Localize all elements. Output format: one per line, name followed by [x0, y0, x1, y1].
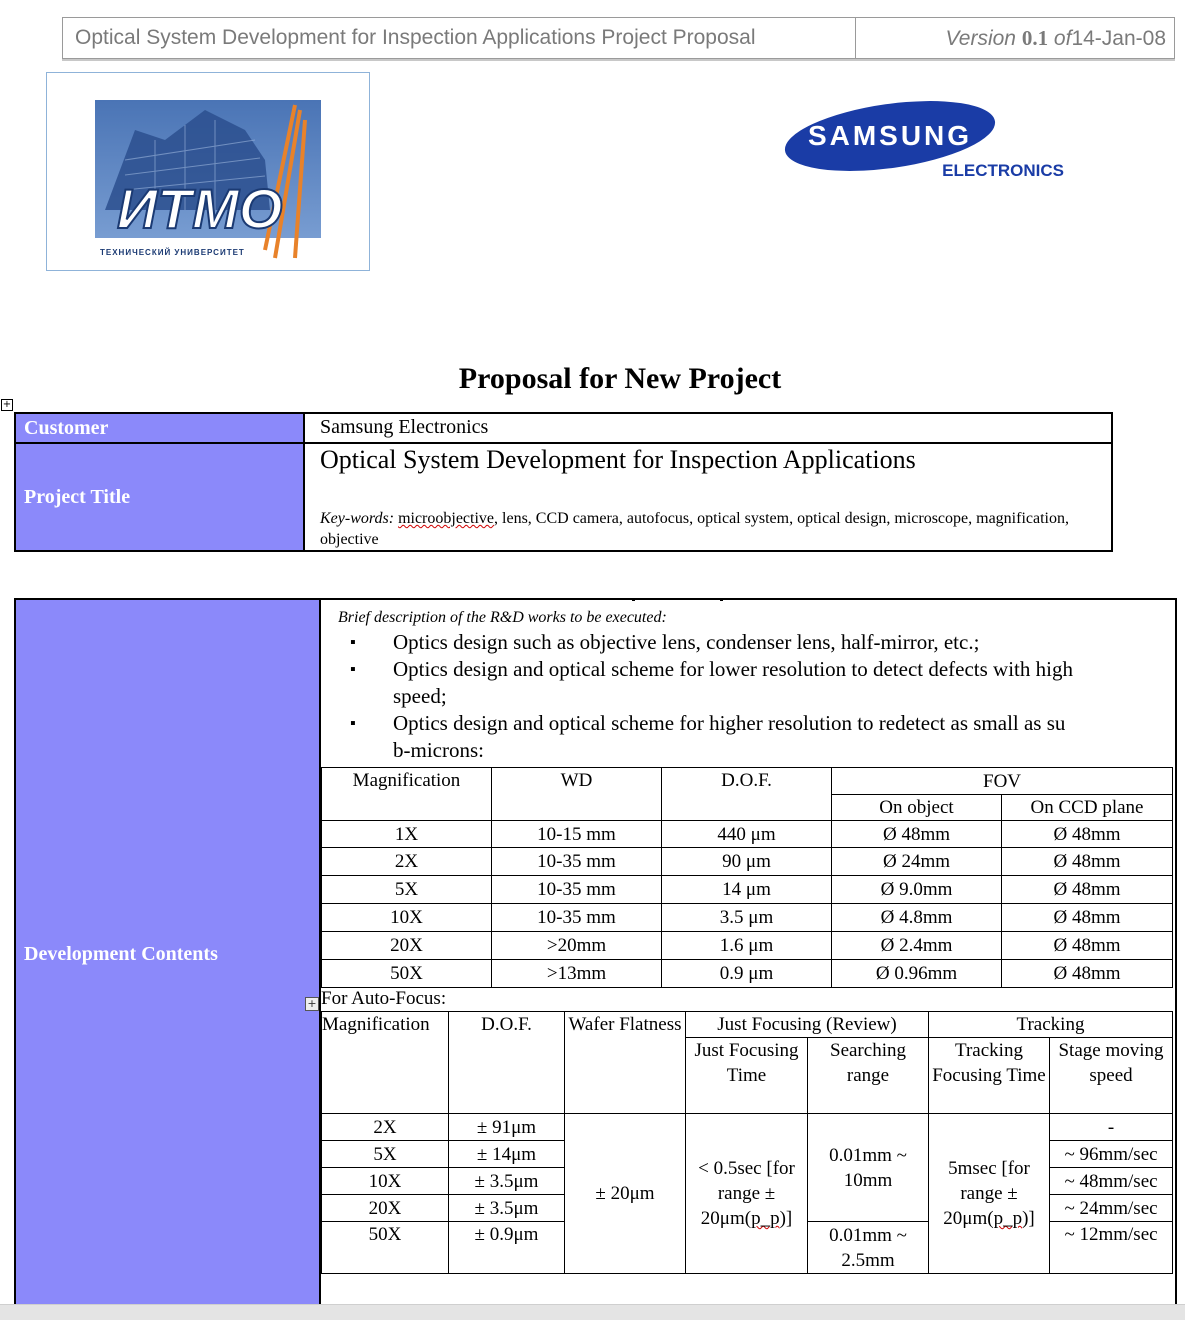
row-divider — [16, 442, 1111, 444]
jf-time-pp: p_p — [751, 1208, 780, 1229]
cell-obj: Ø 9.0mm — [832, 876, 1002, 904]
cell-wd: 10-35 mm — [492, 848, 662, 876]
window-bottom-edge — [0, 1304, 1185, 1320]
cell-wd: 10-35 mm — [492, 904, 662, 932]
jf-time-end: )] — [779, 1208, 793, 1229]
header-on-object: On object — [832, 795, 1002, 821]
table-move-handle-icon[interactable]: + — [2, 399, 12, 410]
itmo-logo — [95, 100, 321, 260]
cell-ccd: Ø 48mm — [1002, 876, 1173, 904]
cell-ccd: Ø 48mm — [1002, 848, 1173, 876]
itmo-logo-text: ИТМО — [117, 177, 283, 240]
cell-search-range: 0.01mm ~ 10mm — [808, 1114, 929, 1222]
version-date: 14-Jan-08 — [1071, 27, 1166, 50]
table-row — [322, 876, 1173, 904]
af-header-tr-time: Tracking Focusing Time — [929, 1038, 1050, 1114]
cell-wd: >20mm — [492, 932, 662, 960]
cell-wd: 10-35 mm — [492, 876, 662, 904]
cell-dof: 1.6 μm — [662, 932, 832, 960]
itmo-logo-caption: ТЕХНИЧЕСКИЙ УНИВЕРСИТЕТ — [100, 248, 245, 257]
project-title-label: Project Title — [16, 444, 303, 550]
development-contents-label: Development Contents — [16, 600, 319, 1308]
header-title: Optical System Development for Inspection Applications Project Proposal — [75, 26, 756, 49]
cell-obj: Ø 4.8mm — [832, 904, 1002, 932]
cell-wafer: ± 20μm — [565, 1114, 686, 1274]
table-row — [322, 1114, 1173, 1141]
cell-ccd: Ø 48mm — [1002, 932, 1173, 960]
bullet-line: b-microns: — [393, 738, 484, 762]
cell-mag: 2X — [322, 848, 492, 876]
af-header-jf-time: Just Focusing Time — [686, 1038, 808, 1114]
version-word: Version — [945, 27, 1016, 50]
cell-mag: 20X — [322, 932, 492, 960]
bullet-line: Optics design and optical scheme for lower resolution to detect defects with high — [393, 657, 1073, 681]
table-row — [322, 960, 1173, 988]
cell-dof: 440 μm — [662, 821, 832, 848]
cell-obj: Ø 0.96mm — [832, 960, 1002, 988]
bullet-line: Optics design and optical scheme for higher resolution to redetect as small as su — [393, 711, 1066, 735]
table-row — [322, 821, 1173, 848]
page-title: Proposal for New Project — [458, 362, 782, 395]
af-header-search-range: Searching range — [808, 1038, 929, 1114]
cell-mag: 50X — [322, 960, 492, 988]
of-word: of — [1053, 27, 1072, 50]
cell-obj: Ø 24mm — [832, 848, 1002, 876]
brief-description: Brief description of the R&D works to be executed: — [338, 609, 667, 626]
samsung-sub-text: ELECTRONICS — [942, 161, 1064, 180]
cell-mag: 50X — [322, 1222, 449, 1274]
cell-wd: >13mm — [492, 960, 662, 988]
cell-wd: 10-15 mm — [492, 821, 662, 848]
af-header-dof: D.O.F. — [449, 1012, 565, 1114]
keywords-rest: , lens, CCD camera, autofocus, optical system, optical design, microscope, magnification, objective — [320, 510, 1069, 548]
cell-dof: 0.9 μm — [662, 960, 832, 988]
cell-mag: 5X — [322, 876, 492, 904]
jf-time-text: < 0.5sec [for range ± 20μm( — [698, 1158, 795, 1229]
autofocus-label: For Auto-Focus: — [321, 988, 447, 1009]
cell-ccd: Ø 48mm — [1002, 904, 1173, 932]
cell-dof: ± 14μm — [449, 1141, 565, 1168]
cell-dof: 90 μm — [662, 848, 832, 876]
cell-dof: ± 91μm — [449, 1114, 565, 1141]
header-divider — [855, 18, 856, 58]
header-dof: D.O.F. — [662, 768, 832, 821]
table-row — [322, 904, 1173, 932]
tr-time-end: )] — [1022, 1208, 1035, 1229]
header-version — [946, 26, 1166, 51]
cell-tr-time — [929, 1114, 1050, 1274]
table-row — [322, 932, 1173, 960]
cell-mag: 2X — [322, 1114, 449, 1141]
bullet-item — [338, 656, 1178, 710]
cell-mag: 10X — [322, 904, 492, 932]
customer-label: Customer — [16, 414, 303, 442]
cell-mag: 20X — [322, 1195, 449, 1222]
cell-dof: 14 μm — [662, 876, 832, 904]
af-header-magnification: Magnification — [322, 1012, 449, 1114]
header-wd: WD — [492, 768, 662, 821]
cell-mag: 1X — [322, 821, 492, 848]
cell-speed: ~ 24mm/sec — [1050, 1195, 1173, 1222]
bullet-line: speed; — [393, 684, 447, 708]
cell-dof: ± 3.5μm — [449, 1168, 565, 1195]
cell-speed: ~ 48mm/sec — [1050, 1168, 1173, 1195]
cell-mag: 5X — [322, 1141, 449, 1168]
cell-ccd: Ø 48mm — [1002, 960, 1173, 988]
cell-ccd: Ø 48mm — [1002, 821, 1173, 848]
keyword-misspelled: microobjective — [398, 510, 495, 527]
customer-value: Samsung Electronics — [320, 416, 489, 438]
tr-time-text: 5msec [for range ± 20μm( — [943, 1158, 1030, 1229]
project-title-value: Optical System Development for Inspection Applications — [320, 445, 916, 474]
keywords — [320, 508, 1100, 550]
cell-obj: Ø 48mm — [832, 821, 1002, 848]
header-magnification: Magnification — [322, 768, 492, 821]
cell-dof: ± 3.5μm — [449, 1195, 565, 1222]
tr-time-pp: p_p — [993, 1208, 1023, 1229]
cell-dof: ± 0.9μm — [449, 1222, 565, 1274]
column-divider — [303, 414, 305, 550]
cell-speed: ~ 12mm/sec — [1050, 1222, 1173, 1274]
header-fov: FOV — [832, 768, 1173, 795]
samsung-logo — [784, 96, 1068, 186]
version-number: 0.1 — [1021, 26, 1049, 50]
bullet-list — [338, 629, 1178, 764]
document-header — [62, 17, 1175, 59]
af-header-stage-speed: Stage moving speed — [1050, 1038, 1173, 1114]
optics-spec-table — [321, 767, 1173, 988]
cell-dof: 3.5 μm — [662, 904, 832, 932]
header-on-ccd: On CCD plane — [1002, 795, 1173, 821]
af-header-tracking: Tracking — [929, 1012, 1173, 1038]
table-row — [322, 848, 1173, 876]
af-header-wafer: Wafer Flatness — [565, 1012, 686, 1114]
bullet-item — [338, 710, 1178, 764]
table-move-handle-icon[interactable]: + — [305, 997, 319, 1011]
bullet-item: ▪ Optics design such as objective lens, condenser lens, half-mirror, etc.; — [338, 629, 1178, 656]
cell-search-range: 0.01mm ~ 2.5mm — [808, 1222, 929, 1274]
af-header-just-focusing: Just Focusing (Review) — [686, 1012, 929, 1038]
cell-obj: Ø 2.4mm — [832, 932, 1002, 960]
keywords-label: Key-words: — [320, 510, 395, 527]
cell-speed: - — [1050, 1114, 1173, 1141]
samsung-brand-text: SAMSUNG — [807, 120, 973, 151]
cell-jf-time — [686, 1114, 808, 1274]
autofocus-table — [321, 1011, 1173, 1274]
cell-mag: 10X — [322, 1168, 449, 1195]
cell-speed: ~ 96mm/sec — [1050, 1141, 1173, 1168]
